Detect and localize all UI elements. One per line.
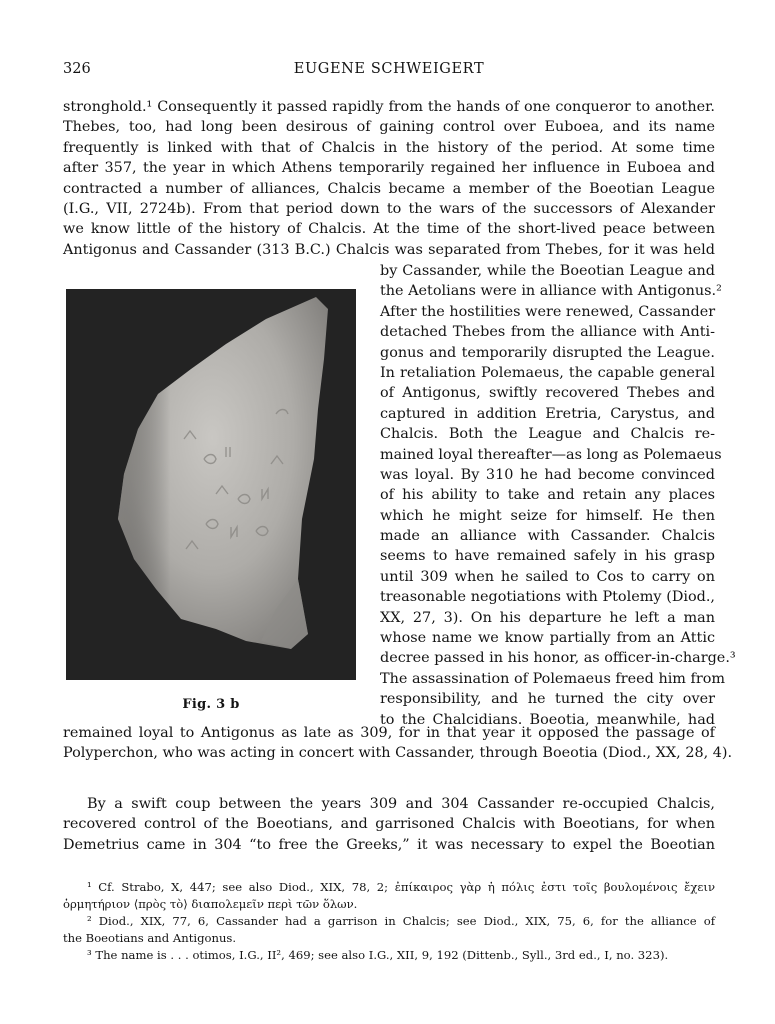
- text-line: (I.G., VII, 2724b). From that period down to the wars of the successors of Alexander: [63, 200, 715, 217]
- footnote-1: ¹ Cf. Strabo, X, 447; see also Diod., XIX, 78, 2; ἐπίκαιρος γὰρ ἡ πόλις ἐστι τοῖς βουλομένοις ἔχειν: [87, 880, 715, 894]
- text-line: frequently is linked with that of Chalcis in the history of the period. At some time: [63, 139, 715, 156]
- text-line: was loyal. By 310 he had become convinced: [380, 466, 715, 483]
- text-line: until 309 when he sailed to Cos to carry on: [380, 568, 715, 585]
- text-line: to the Chalcidians. Boeotia, meanwhile, had: [380, 711, 715, 728]
- text-line: decree passed in his honor, as officer-in-charge.³: [380, 650, 736, 667]
- page-number: 326: [63, 61, 91, 77]
- text-line: which he might seize for himself. He then: [380, 507, 715, 524]
- text-line: made an alliance with Cassander. Chalcis: [380, 528, 715, 545]
- footnote-2: ² Diod., XIX, 77, 6, Cassander had a garrison in Chalcis; see Diod., XIX, 75, 6, for the alliance of: [87, 914, 715, 928]
- text-line: The assassination of Polemaeus freed him from: [380, 670, 726, 687]
- running-title: EUGENE SCHWEIGERT: [293, 61, 485, 77]
- text-line: stronghold.¹ Consequently it passed rapidly from the hands of one conqueror to another.: [63, 99, 715, 115]
- figure-caption: Fig. 3 b: [182, 697, 240, 712]
- stone-fragment-photo: [66, 289, 356, 680]
- text-line: treasonable negotiations with Ptolemy (Diod.,: [380, 589, 715, 606]
- footnote-1-continued: ὁρμητήριον ⟨πρὸς τὸ⟩ διαπολεμεῖν περὶ τῶν ὅλων.: [63, 897, 358, 911]
- text-line: after 357, the year in which Athens temporarily regained her influence in Euboea and: [63, 160, 715, 177]
- footnote-2-continued: the Boeotians and Antigonus.: [63, 931, 237, 945]
- paragraph-3: [63, 794, 715, 855]
- text-line: contracted a number of alliances, Chalcis became a member of the Boeotian League: [63, 180, 715, 197]
- paragraph-2: [63, 723, 733, 764]
- text-line: Chalcis. Both the League and Chalcis re-: [380, 426, 715, 443]
- text-line: seems to have remained safely in his grasp: [380, 548, 715, 565]
- text-line: detached Thebes from the alliance with Anti-: [380, 324, 715, 341]
- text-line: Thebes, too, had long been desirous of gaining control over Euboea, and its name: [63, 119, 715, 136]
- text-line: captured in addition Eretria, Carystus, and: [380, 405, 715, 422]
- text-line: of his ability to take and retain any places: [380, 487, 715, 504]
- text-line: Antigonus and Cassander (313 B.C.) Chalcis was separated from Thebes, for it was held: [63, 241, 715, 258]
- text-line: XX, 27, 3). On his departure he left a man: [380, 609, 715, 626]
- text-line: Polyperchon, who was acting in concert with Cassander, through Boeotia (Diod., XX, 28, 4).: [63, 745, 733, 762]
- text-line: After the hostilities were renewed, Cassander: [380, 303, 716, 320]
- wrapped-text-column: [380, 261, 736, 730]
- text-line: In retaliation Polemaeus, the capable general: [380, 364, 715, 381]
- running-header: [63, 61, 715, 85]
- text-line: recovered control of the Boeotians, and garrisoned Chalcis with Boeotians, for when: [63, 816, 715, 833]
- text-line: Demetrius came in 304 “to free the Greeks,” it was necessary to expel the Boeotian: [63, 836, 715, 853]
- text-line: By a swift coup between the years 309 and 304 Cassander re-occupied Chalcis,: [87, 796, 715, 812]
- text-line: responsibility, and he turned the city over: [380, 691, 715, 708]
- footnote-3: ³ The name is . . . otimos, I.G., II², 469; see also I.G., XII, 9, 192 (Dittenb., Syll., 3rd ed., I, no. 323).: [87, 948, 669, 962]
- stone-fragment-image: [66, 289, 356, 680]
- text-line: we know little of the history of Chalcis. At the time of the short-lived peace between: [63, 221, 715, 238]
- text-line: the Aetolians were in alliance with Antigonus.²: [380, 283, 722, 300]
- text-line: gonus and temporarily disrupted the League.: [380, 344, 715, 361]
- text-line: remained loyal to Antigonus as late as 309, for in that year it opposed the passage of: [63, 725, 715, 741]
- text-line: mained loyal thereafter—as long as Polemaeus: [380, 446, 722, 463]
- text-line: by Cassander, while the Boeotian League and: [380, 263, 715, 279]
- text-line: of Antigonus, swiftly recovered Thebes and: [380, 385, 715, 402]
- paragraph-1: [63, 97, 715, 260]
- footnotes: [63, 879, 715, 964]
- text-line: whose name we know partially from an Attic: [380, 630, 715, 647]
